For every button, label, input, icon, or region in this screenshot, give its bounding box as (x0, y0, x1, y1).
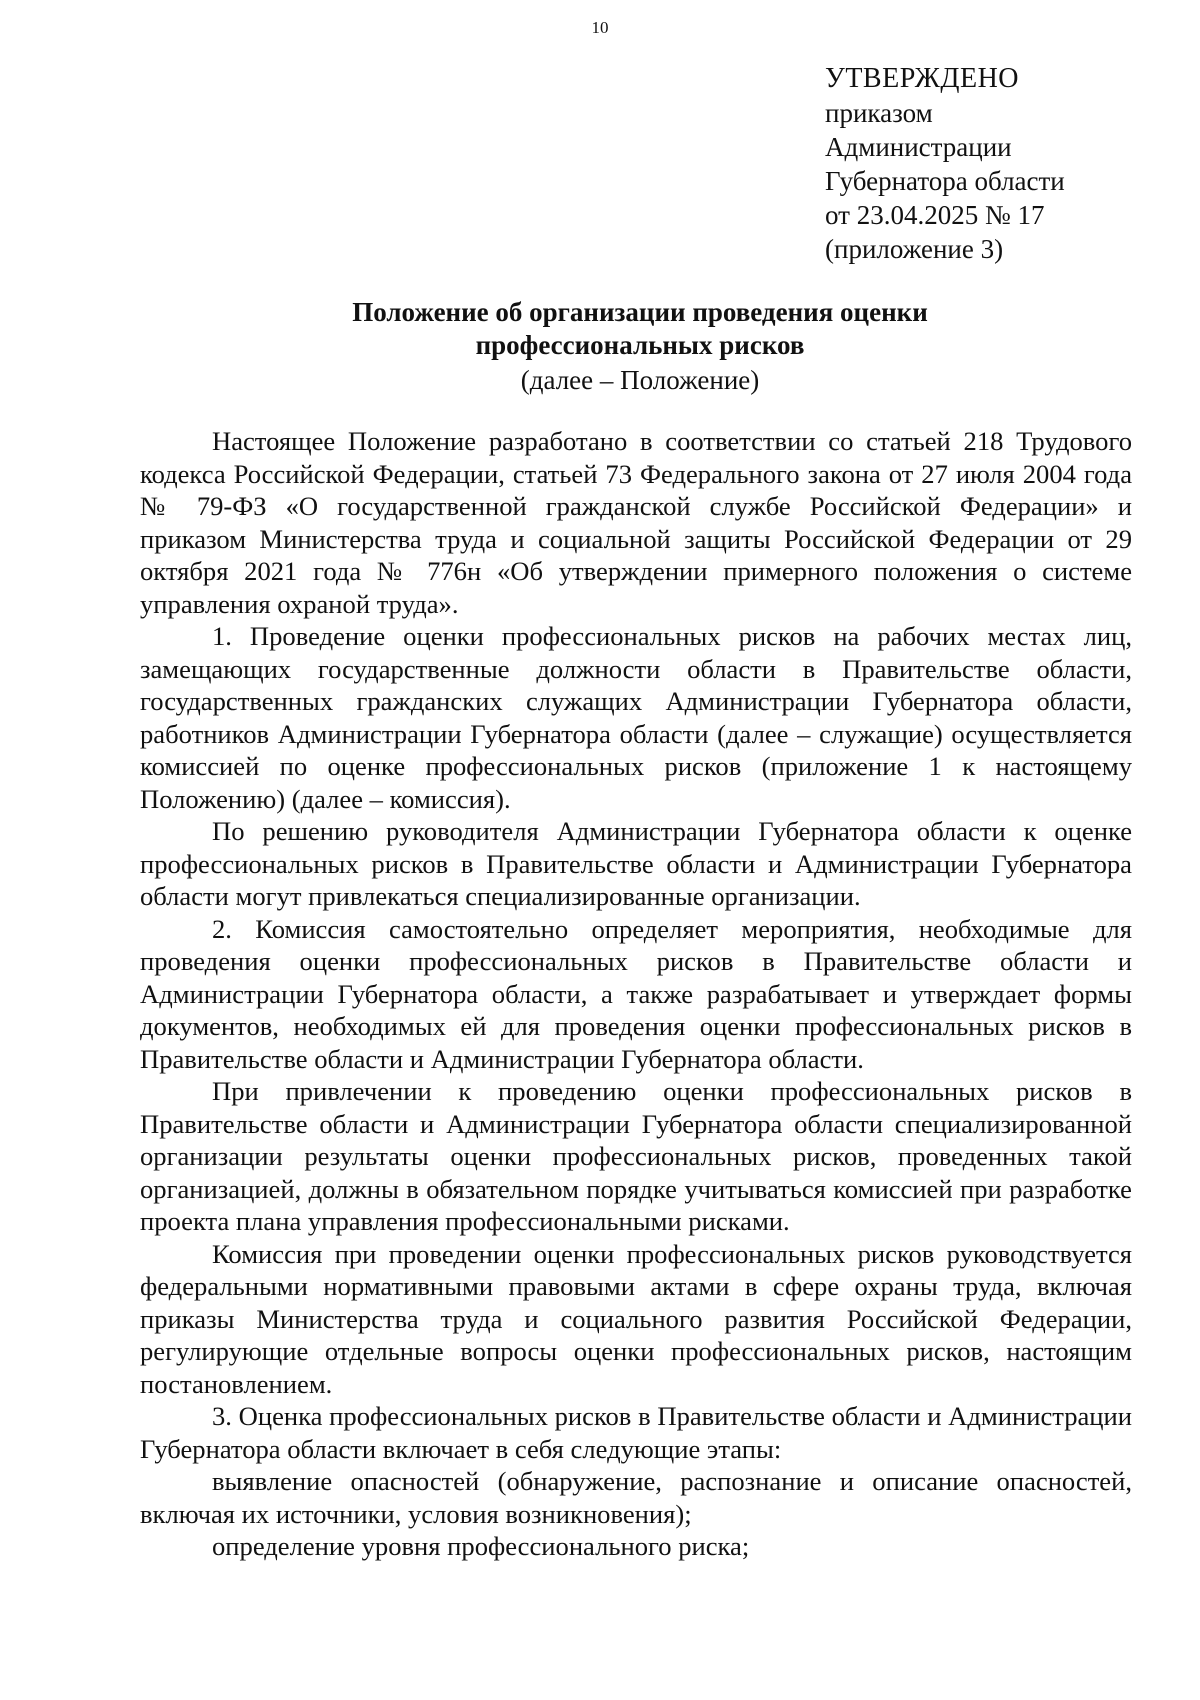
paragraph: Настоящее Положение разработано в соответствии со статьей 218 Трудового кодекса Российской Федерации, статьей 73 Федерального закона от 27 июля 2004 года № 79-ФЗ «О государственной гражданской службе Российской Федерации» и приказом Министерства труда и социальной защиты Российской Федерации от 29 октября 2021 года № 776н «Об утверждении примерного положения о системе управления охраной труда». (140, 426, 1132, 619)
title-line: профессиональных рисков (475, 330, 805, 360)
paragraph: 2. Комиссия самостоятельно определяет мероприятия, необходимые для проведения оценки профессиональных рисков в Правительстве области и Администрации Губернатора области, а также разрабатывает и утверждает формы документов, необходимых ей для проведения оценки профессиональных рисков в Правительстве области и Администрации Губернатора области. (140, 913, 1132, 1074)
approval-line: приказом (825, 98, 933, 128)
paragraph: При привлечении к проведению оценки профессиональных рисков в Правительстве области и Администрации Губернатора области специализированной организации результаты оценки профессиональных рисков, проведенных такой организацией, должны в обязательном порядке учитываться комиссией при разработке проекта плана управления профессиональными рисками. (140, 1076, 1132, 1236)
paragraph: определение уровня профессионального риска; (212, 1531, 750, 1561)
approval-appendix-line: (приложение 3) (825, 234, 1004, 264)
paragraph: Комиссия при проведении оценки профессиональных рисков руководствуется федеральными нормативными правовыми актами в сфере охраны труда, включая приказы Министерства труда и социального развития Российской Федерации, регулирующие отдельные вопросы оценки профессиональных рисков, настоящим постановлением. (140, 1238, 1132, 1399)
title-line: Положение об организации проведения оценки (352, 297, 928, 327)
page-number: 10 (591, 18, 609, 37)
approval-line: Губернатора области (825, 166, 1065, 196)
approval-heading: УТВЕРЖДЕНО (825, 63, 1020, 94)
approval-date-line: от 23.04.2025 № 17 (825, 200, 1045, 230)
paragraph: По решению руководителя Администрации Губернатора области к оценке профессиональных рисков в Правительстве области и Администрации Губернатора области могут привлекаться специализированные организации. (140, 816, 1132, 911)
document-body (140, 425, 1132, 1563)
paragraph: 3. Оценка профессиональных рисков в Правительстве области и Администрации Губернатора области включает в себя следующие этапы: (140, 1401, 1132, 1464)
document-subtitle: (далее – Положение) (520, 365, 760, 395)
paragraph: 1. Проведение оценки профессиональных рисков на рабочих местах лиц, замещающих государственные должности области в Правительстве области, государственных гражданских служащих Администрации Губернатора области, работников Администрации Губернатора области (далее – служащие) осуществляется комиссией по оценке профессиональных рисков (приложение 1 к настоящему Положению) (далее – комиссия). (140, 621, 1132, 814)
paragraph: выявление опасностей (обнаружение, распознание и описание опасностей, включая их источники, условия возникновения); (140, 1466, 1132, 1529)
approval-line: Администрации (825, 132, 1012, 162)
document-title (140, 296, 1140, 362)
approval-block (825, 62, 1065, 266)
